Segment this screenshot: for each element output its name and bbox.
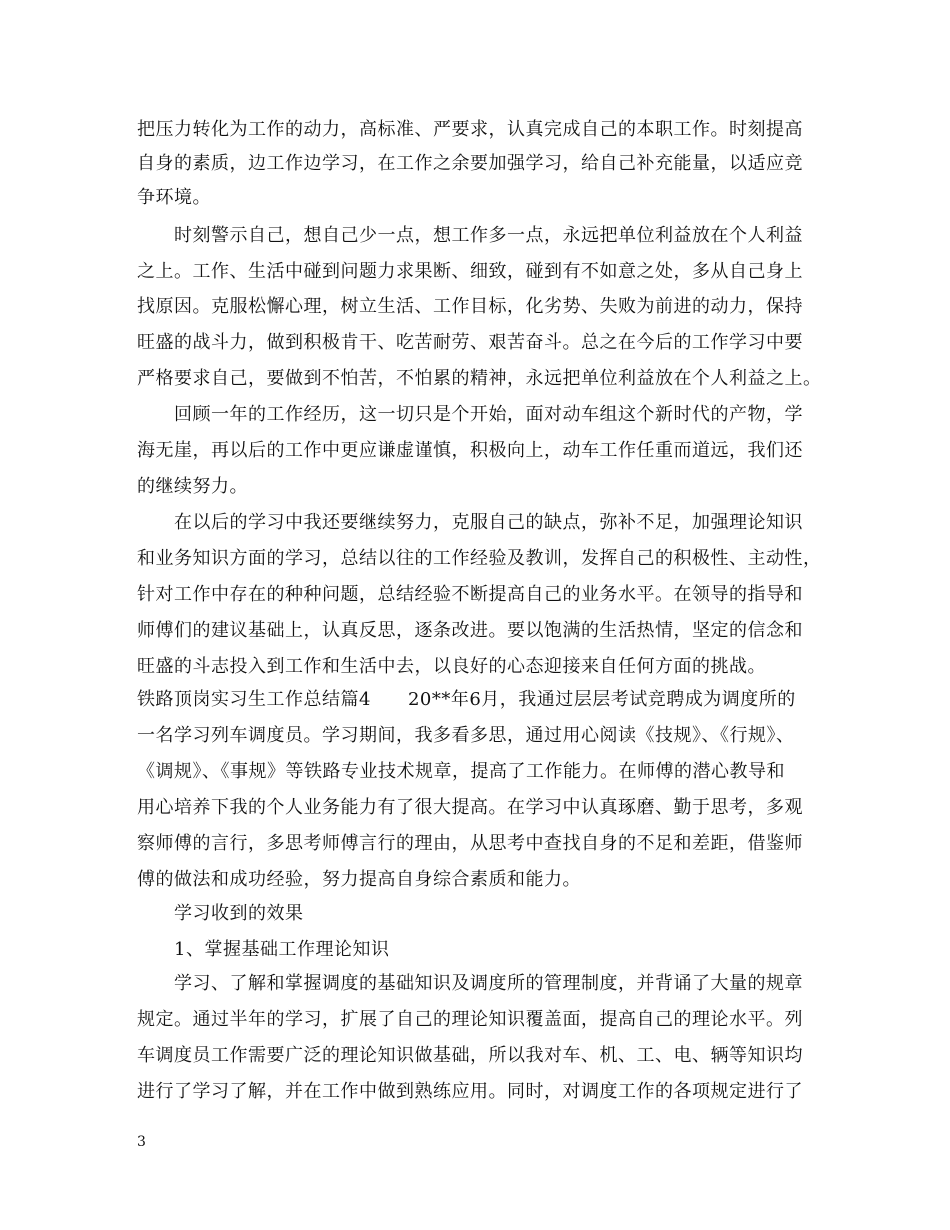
text-line: 一名学习列车调度员。学习期间，我多看多思，通过用心阅读《技规》、《行规》、 (137, 725, 795, 746)
text-line: 旺盛的战斗力，做到积极肯干、吃苦耐劳、艰苦奋斗。总之在今后的工作学习中要 (137, 332, 803, 353)
text-line: 学习、了解和掌握调度的基础知识及调度所的管理制度，并背诵了大量的规章 (174, 973, 803, 994)
text-line: 规定。通过半年的学习，扩展了自己的理论知识覆盖面，提高自己的理论水平。列 (137, 1009, 803, 1030)
text-line: 把压力转化为工作的动力，高标准、严要求，认真完成自己的本职工作。时刻提高 (137, 119, 803, 140)
section-heading-line: 铁路顶岗实习生工作总结篇4 20**年6月，我通过层层考试竞聘成为调度所的 (137, 689, 796, 710)
text-line: 回顾一年的工作经历，这一切只是个开始，面对动车组这个新时代的产物，学 (174, 404, 803, 425)
text-line: 争环境。 (137, 187, 211, 208)
text-line: 时刻警示自己，想自己少一点，想工作多一点，永远把单位利益放在个人利益 (174, 225, 803, 246)
text-line: 旺盛的斗志投入到工作和生活中去，以良好的心态迎接来自任何方面的挑战。 (137, 656, 766, 677)
subheading-line: 1、掌握基础工作理论知识 (174, 939, 390, 960)
text-line: 针对工作中存在的种种问题，总结经验不断提高自己的业务水平。在领导的指导和 (137, 584, 803, 605)
text-line: 之上。工作、生活中碰到问题力求果断、细致，碰到有不如意之处，多从自己身上 (137, 261, 803, 282)
text-line: 用心培养下我的个人业务能力有了很大提高。在学习中认真琢磨、勤于思考，多观 (137, 797, 803, 818)
text-line: 在以后的学习中我还要继续努力，克服自己的缺点，弥补不足，加强理论知识 (174, 512, 803, 533)
page-number: 3 (137, 1134, 146, 1150)
text-line: 进行了学习了解，并在工作中做到熟练应用。同时，对调度工作的各项规定进行了 (137, 1081, 803, 1102)
text-line: 严格要求自己，要做到不怕苦，不怕累的精神，永远把单位利益放在个人利益之上。 (137, 368, 822, 389)
text-line: 察师傅的言行，多思考师傅言行的理由，从思考中查找自身的不足和差距，借鉴师 (137, 833, 803, 854)
text-line: 和业务知识方面的学习，总结以往的工作经验及教训，发挥自己的积极性、主动性， (137, 548, 822, 569)
text-line: 傅的做法和成功经验，努力提高自身综合素质和能力。 (137, 869, 581, 890)
subheading-line: 学习收到的效果 (174, 903, 304, 924)
text-line: 海无崖，再以后的工作中更应谦虚谨慎，积极向上，动车工作任重而道远，我们还 (137, 440, 803, 461)
text-line: 车调度员工作需要广泛的理论知识做基础，所以我对车、机、工、电、辆等知识均 (137, 1045, 803, 1066)
text-line: 找原因。克服松懈心理，树立生活、工作目标，化劣势、失败为前进的动力，保持 (137, 296, 803, 317)
text-line: 的继续努力。 (137, 476, 248, 497)
text-line: 《调规》、《事规》等铁路专业技术规章，提高了工作能力。在师傅的潜心教导和 (137, 761, 785, 782)
text-line: 师傅们的建议基础上，认真反思，逐条改进。要以饱满的生活热情，坚定的信念和 (137, 620, 803, 641)
text-line: 自身的素质，边工作边学习，在工作之余要加强学习，给自己补充能量，以适应竞 (137, 153, 803, 174)
